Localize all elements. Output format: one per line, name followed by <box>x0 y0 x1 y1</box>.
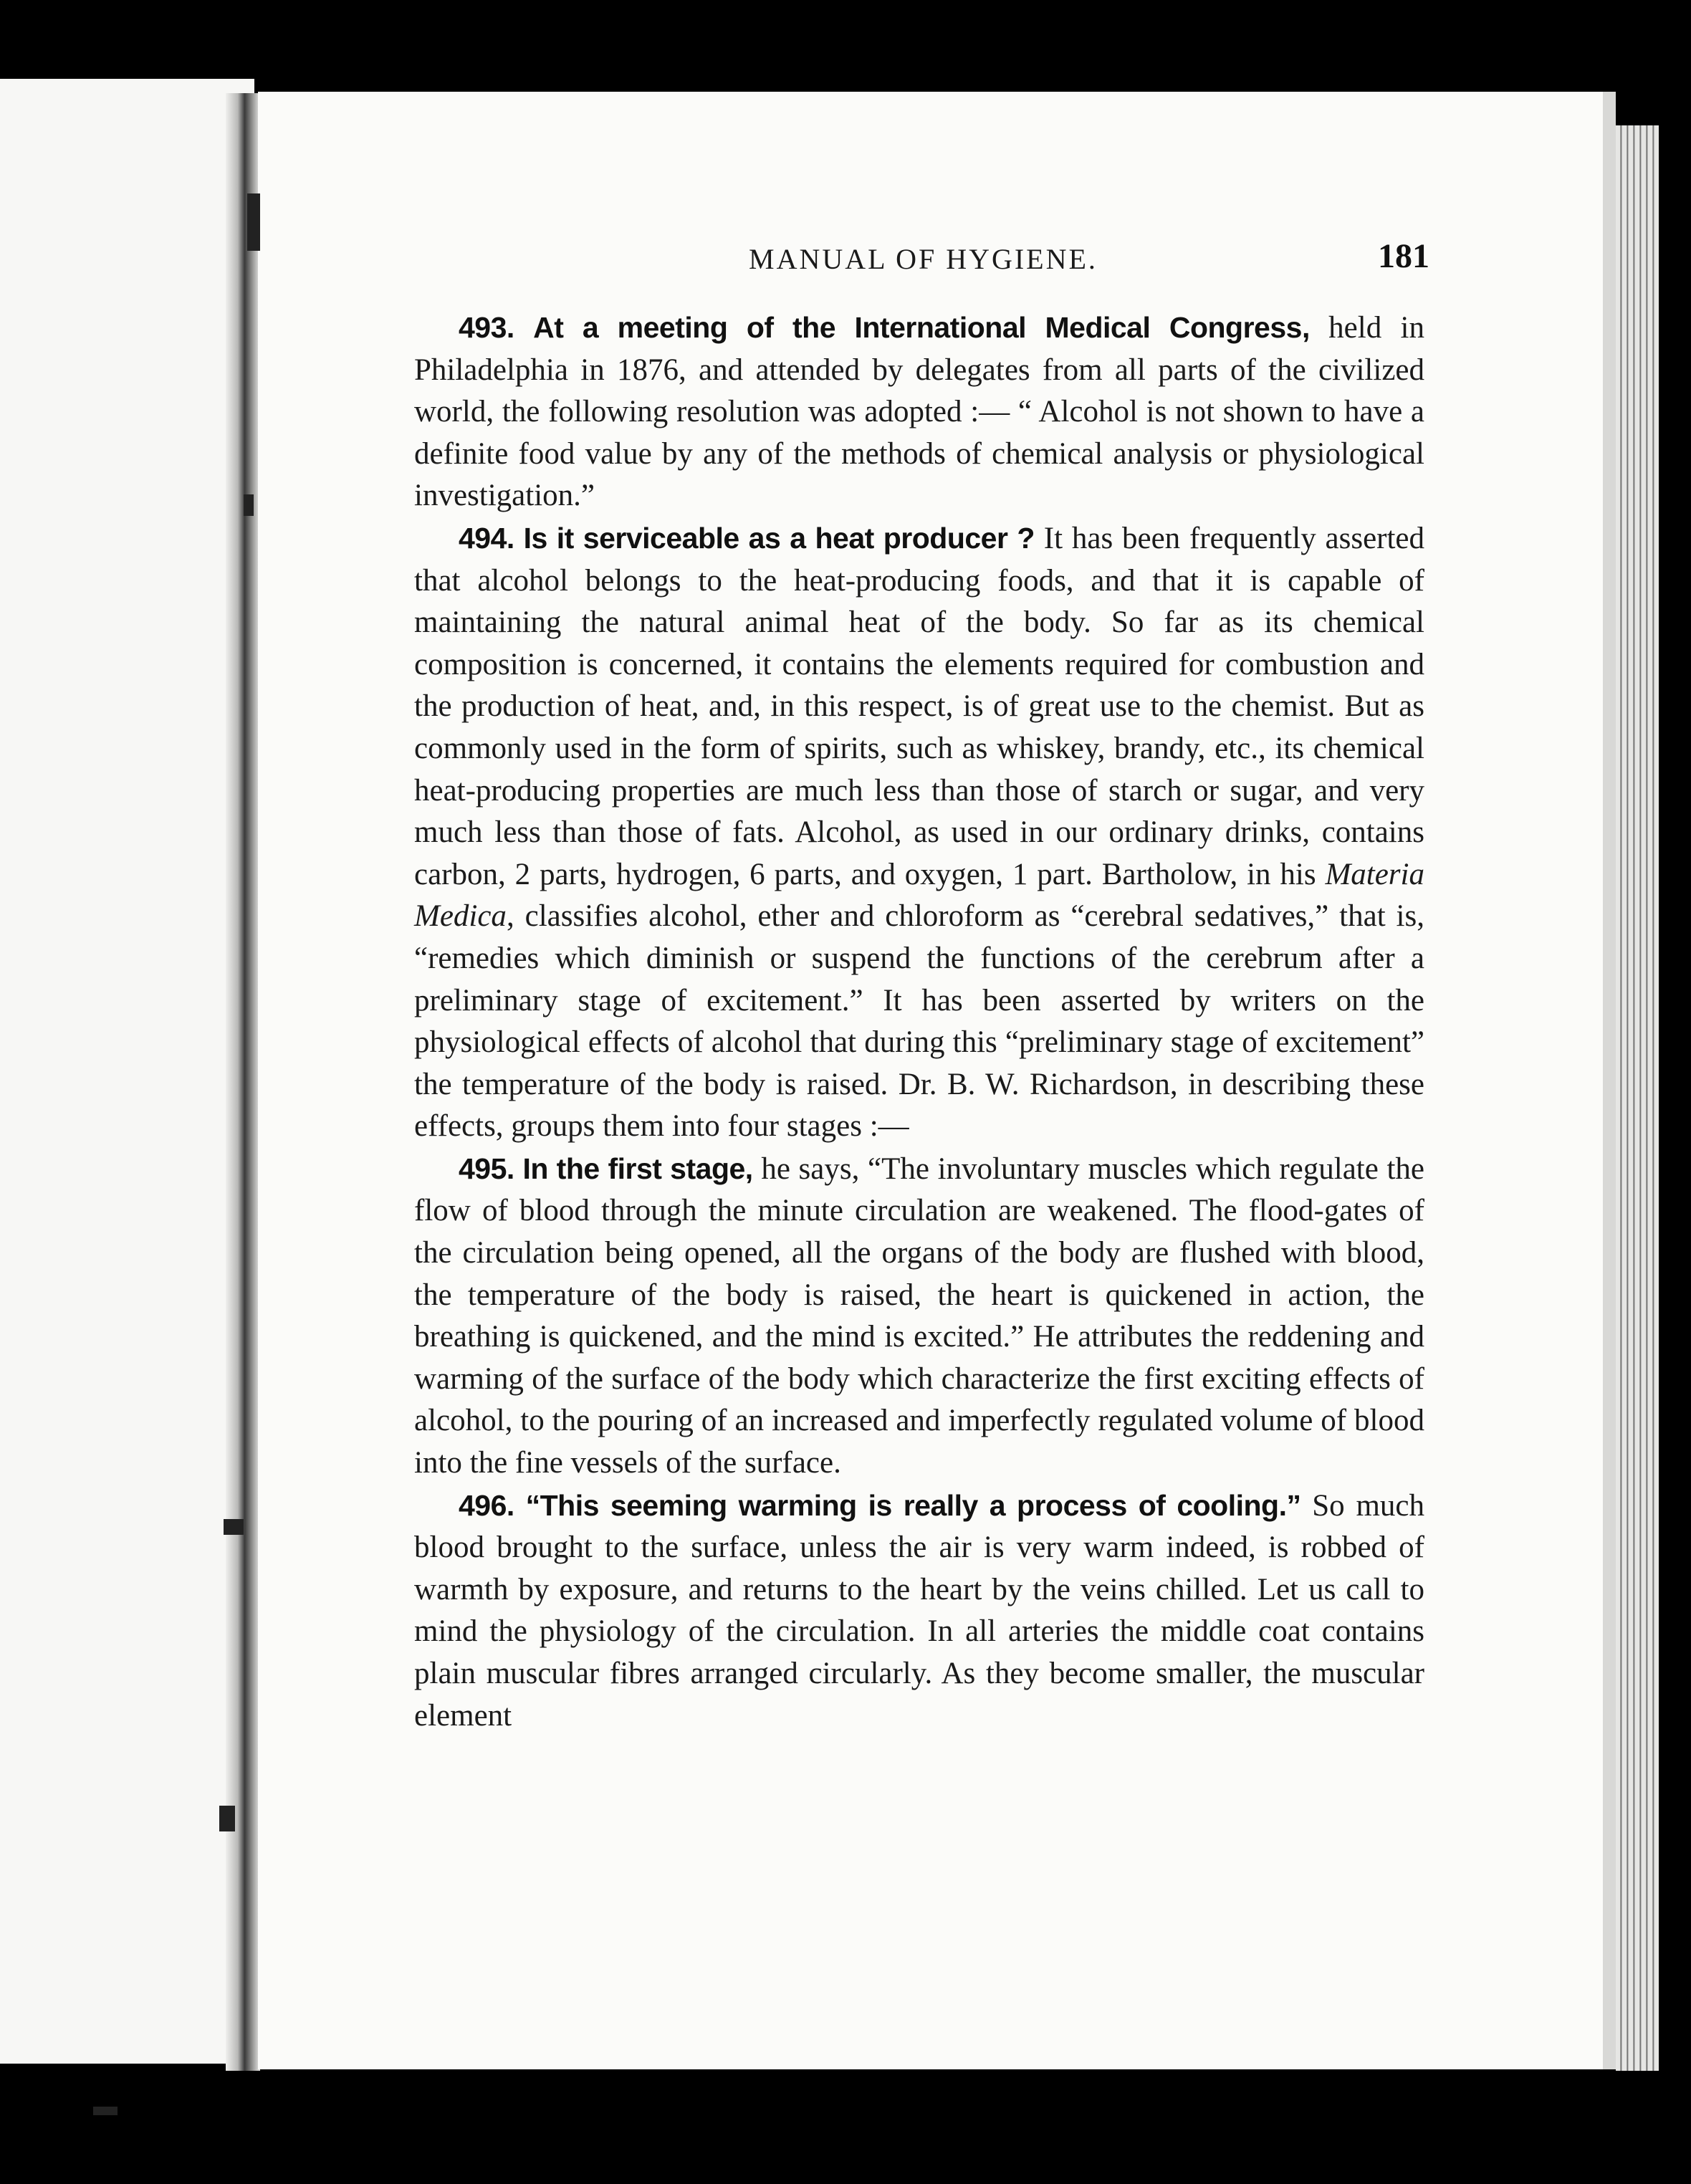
paragraph-body: held in Philadelphia in 1876, and attended by delegates from all parts of the civilized world, the following resolution was adopted :— “ Alcohol is not shown to have a definite food value by any of the methods of chemical analysis or physiological investigation.” <box>414 311 1424 513</box>
running-title: MANUAL OF HYGIENE. <box>749 243 1098 275</box>
paragraph-number: 493. <box>459 311 514 344</box>
binding-mark <box>247 193 260 251</box>
book-gutter <box>226 93 260 2071</box>
paragraph-number: 494. <box>459 521 514 555</box>
paragraph-body-continued: , classifies alcohol, ether and chloroform as “cerebral sedatives,” that is, “remedies which diminish or suspend the functions of the cerebrum after a preliminary stage of excitement.” It has been asserted by writers on the physiological effects of alcohol that during this “preliminary stage of excitement” the temperature of the body is raised. Dr. B. W. Richardson, in describing these effects, groups them into four stages :— <box>414 899 1424 1144</box>
binding-mark <box>219 1806 235 1831</box>
page-number: 181 <box>1378 237 1429 275</box>
paragraph-496 <box>414 1485 1424 1738</box>
page-edges <box>1616 125 1659 2071</box>
paragraph-body: he says, “The involuntary muscles which regulate the flow of blood through the minute circulation are weakened. The flood-gates of the circulation being opened, all the organs of the body are flushed with blood, the temperature of the body is raised, the heart is quickened in action, the breathing is quickened, and the mind is excited.” He attributes the reddening and warming of the surface of the body which characterize the first exciting effects of alcohol, to the pouring of an increased and imperfectly regulated volume of blood into the fine vessels of the surface. <box>414 1151 1424 1480</box>
binding-mark <box>244 494 254 516</box>
paragraph-number: 496. <box>459 1488 514 1522</box>
scan-speck <box>93 2107 118 2115</box>
paragraph-body: It has been frequently asserted that alcohol belongs to the heat-producing foods, and that it is capable of maintaining the natural animal heat of the body. So far as its chemical composition is concerned, it contains the elements required for combustion and the production of heat, and, in this respect, is of great use to the chemist. But as commonly used in the form of spirits, such as whiskey, brandy, etc., its chemical heat-producing properties are much less than those of starch or sugar, and very much less than those of fats. Alcohol, as used in our ordinary drinks, contains carbon, 2 parts, hydrogen, 6 parts, and oxygen, 1 part. Bartholow, in his <box>414 521 1425 891</box>
paragraph-body: So much blood brought to the surface, unless the air is very warm indeed, is robbed of warmth by exposure, and returns to the heart by the veins chilled. Let us call to mind the physiology of the circulation. In all arteries the middle coat contains plain muscular fibres arranged circularly. As they become smaller, the muscular element <box>414 1488 1425 1733</box>
paragraph-493 <box>414 307 1424 517</box>
left-page <box>0 79 254 2064</box>
paragraph-495 <box>414 1148 1424 1485</box>
paragraph-heading: At a meeting of the International Medical Congress, <box>533 311 1310 344</box>
binding-mark <box>224 1519 244 1535</box>
book-title-italic: Materia Medica <box>414 857 1424 934</box>
paragraph-number: 495. <box>459 1151 514 1185</box>
paragraph-heading: “This seeming warming is really a process of cooling.” <box>525 1488 1301 1522</box>
running-header <box>749 237 1429 285</box>
paragraph-heading: Is it serviceable as a heat producer ? <box>523 521 1035 555</box>
paragraph-heading: In the first stage, <box>522 1151 753 1185</box>
paragraph-494 <box>414 517 1424 1148</box>
body-text <box>414 307 1424 1737</box>
